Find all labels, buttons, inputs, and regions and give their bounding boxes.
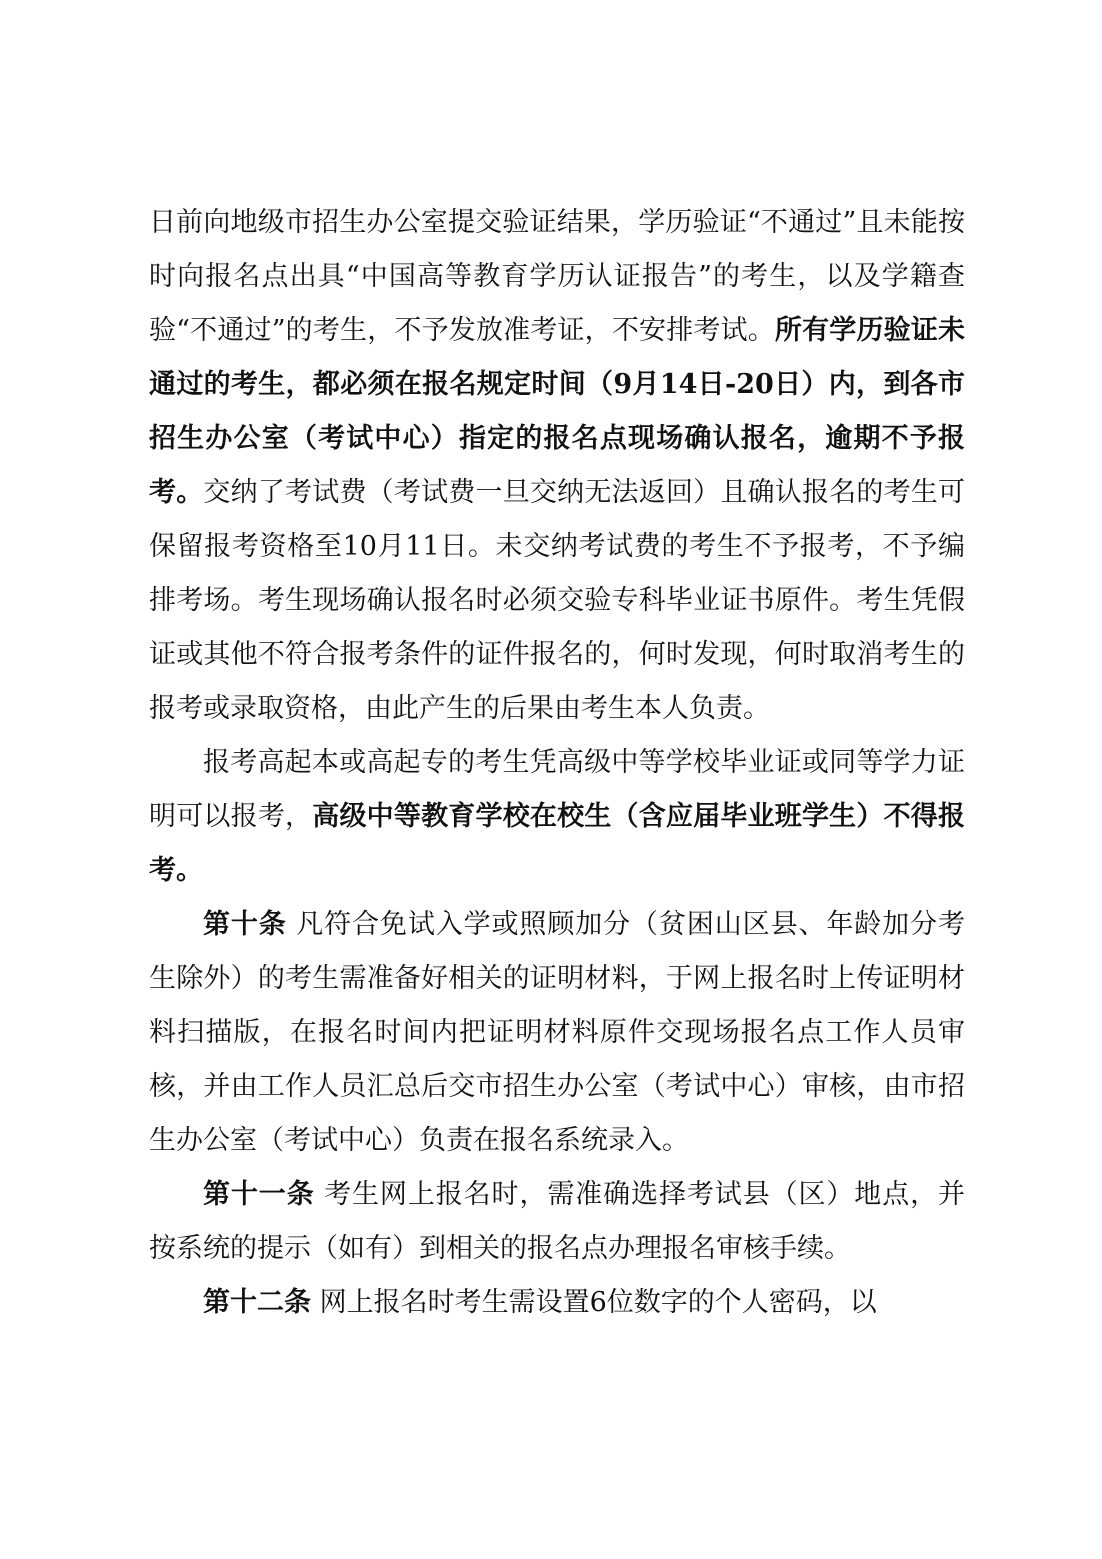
text-run: 日前向地级市招生办公室提交验证结果，学历验证“不通过”且未能按时向报名点出具“中国高等教育学历认证报告”的考生，以及学籍查验“不通过”的考生，不予发放准考证，不安排考试。 xyxy=(149,207,965,346)
bold-text-run: 高级中等教育学校在校生（含应届毕业班学生）不得报考。 xyxy=(149,801,966,886)
document-body xyxy=(149,196,965,1330)
text-run: 交纳了考试费（考试费一旦交纳无法返回）且确认报名的考生可保留报考资格至10月11日。未交纳考试费的考生不予报考，不予编排考场。考生现场确认报名时必须交验专科毕业证书原件。考生凭假证或其他不符合报考条件的证件报名的，何时发现，何时取消考生的报考或录取资格，由此产生的后果由考生本人负责。 xyxy=(149,477,966,724)
article-number: 第十条 xyxy=(203,909,287,940)
bold-text-run: 所有学历验证未通过的考生，都必须在报名规定时间（9月14日-20日）内，到各市招生办公室（考试中心）指定的报名点现场确认报名，逾期不予报考。 xyxy=(149,315,965,508)
text-run: 网上报名时考生需设置6位数字的个人密码，以 xyxy=(311,1287,877,1318)
paragraph-continued xyxy=(149,196,965,736)
text-run: 凡符合免试入学或照顾加分（贫困山区县、年龄加分考生除外）的考生需准备好相关的证明材料，于网上报名时上传证明材料扫描版，在报名时间内把证明材料原件交现场报名点工作人员审核，并由工作人员汇总后交市招生办公室（考试中心）审核，由市招生办公室（考试中心）负责在报名系统录入。 xyxy=(149,909,965,1156)
text-run: 考生网上报名时，需准确选择考试县（区）地点，并按系统的提示（如有）到相关的报名点办理报名审核手续。 xyxy=(149,1179,965,1264)
paragraph-article-12 xyxy=(149,1276,965,1330)
text-run: 报考高起本或高起专的考生凭高级中等学校毕业证或同等学力证明可以报考， xyxy=(149,747,965,832)
paragraph-article-11 xyxy=(149,1168,965,1276)
paragraph-high-school-eligibility xyxy=(149,736,965,898)
article-number: 第十一条 xyxy=(203,1179,315,1210)
paragraph-article-10 xyxy=(149,898,965,1168)
article-number: 第十二条 xyxy=(203,1287,311,1318)
